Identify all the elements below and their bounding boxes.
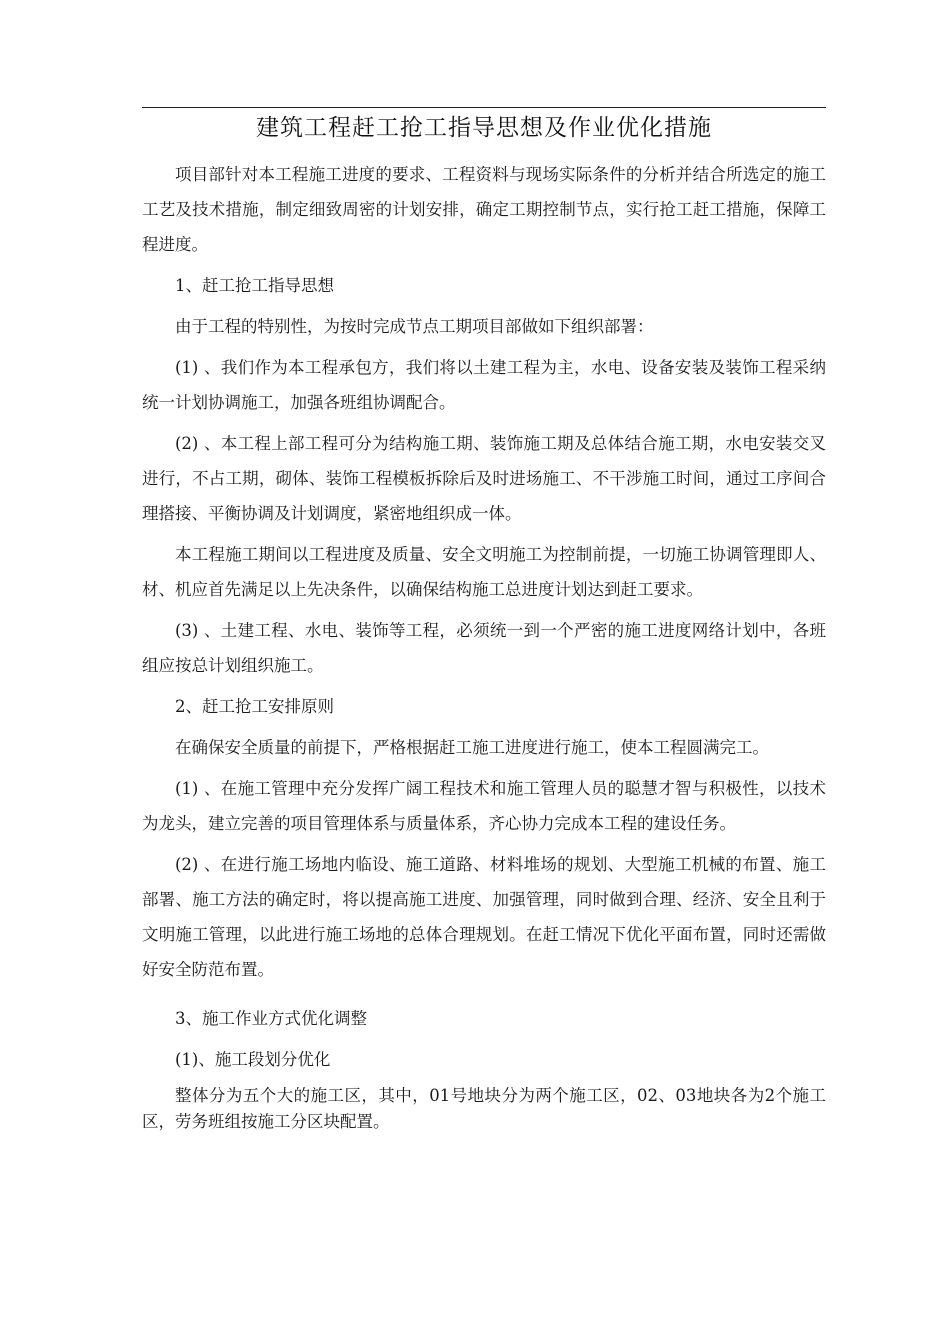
paragraph-control-premise: 本工程施工期间以工程进度及质量、安全文明施工为控制前提，一切施工协调管理即人、材、机应首先满足以上先决条件，以确保结构施工总进度计划达到赶工要求。 (142, 545, 826, 599)
document-title: 建筑工程赶工抢工指导思想及作业优化措施 (256, 115, 712, 141)
paragraph-deployment: 由于工程的特别性，为按时完成节点工期项目部做如下组织部署： (175, 317, 654, 336)
document-body (142, 157, 826, 1135)
subsection-heading-1: (1)、施工段划分优化 (175, 1050, 331, 1069)
paragraph-item-1: (1) 、我们作为本工程承包方，我们将以土建工程为主，水电、设备安装及装饰工程采纳统一计划协调施工，加强各班组协调配合。 (142, 358, 826, 412)
paragraph-item-3: (3) 、土建工程、水电、装饰等工程，必须统一到一个严密的施工进度网络计划中，各班组应按总计划组织施工。 (142, 621, 826, 675)
section-heading-1: 1、赶工抢工指导思想 (175, 276, 334, 295)
header-rule (142, 107, 826, 108)
paragraph-construction-zones: 整体分为五个大的施工区，其中，01号地块分为两个施工区，02、03地块各为2个施工区，劳务班组按施工分区块配置。 (142, 1086, 826, 1131)
intro-paragraph: 项目部针对本工程施工进度的要求、工程资料与现场实际条件的分析并结合所选定的施工工艺及技术措施，制定细致周密的计划安排，确定工期控制节点，实行抢工赶工措施，保障工程进度。 (142, 165, 826, 254)
paragraph-principle: 在确保安全质量的前提下，严格根据赶工施工进度进行施工，使本工程圆满完工。 (175, 738, 769, 757)
paragraph-principle-1: (1) 、在施工管理中充分发挥广阔工程技术和施工管理人员的聪慧才智与积极性，以技术为龙头，建立完善的项目管理体系与质量体系，齐心协力完成本工程的建设任务。 (142, 779, 826, 833)
section-heading-3: 3、施工作业方式优化调整 (175, 1009, 367, 1028)
paragraph-principle-2: (2) 、在进行施工场地内临设、施工道路、材料堆场的规划、大型施工机械的布置、施工部署、施工方法的确定时，将以提高施工进度、加强管理，同时做到合理、经济、安全且利于文明施工管理，以此进行施工场地的总体合理规划。在赶工情况下优化平面布置，同时还需做好安全防范布置。 (142, 855, 826, 979)
section-heading-2: 2、赶工抢工安排原则 (175, 697, 334, 716)
paragraph-item-2: (2) 、本工程上部工程可分为结构施工期、装饰施工期及总体结合施工期，水电安装交叉进行，不占工期，砌体、装饰工程模板拆除后及时进场施工、不干涉施工时间，通过工序间合理搭接、平衡协调及计划调度，紧密地组织成一体。 (142, 434, 826, 523)
